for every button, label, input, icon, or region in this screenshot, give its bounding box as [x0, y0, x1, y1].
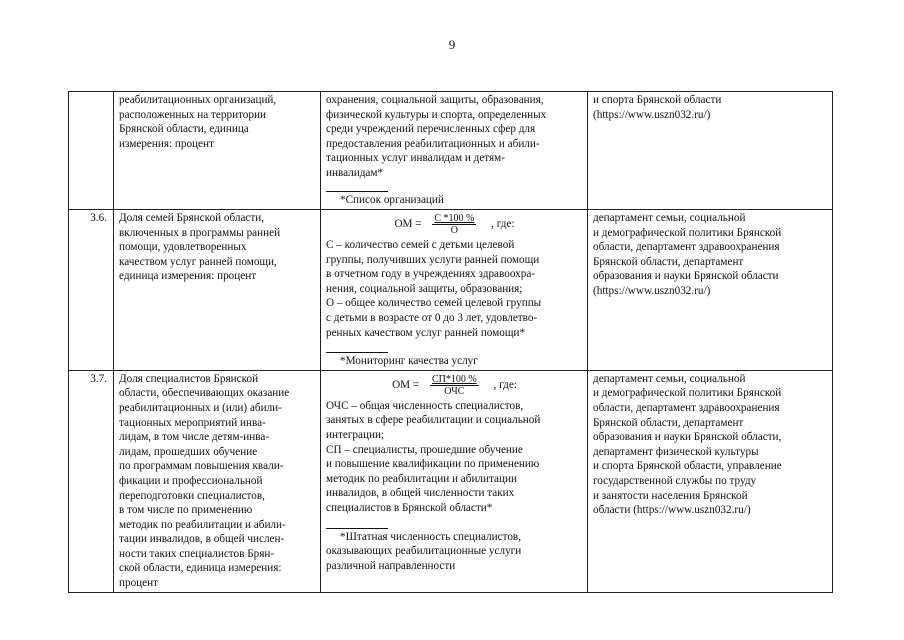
table-row: [69, 92, 833, 210]
method-cell: ОМ = $\frac{СП*100 \%}{\text{ОЧС}}$ , где: ОЧС – общая численность специалистов, занятых в сфере реабилитации и социальной интеграции; СП – специалисты, прошедшие обучение и повышение квалификации по применению методик по реабилитации и абилитации инвалидов, в общей численности таких специалистов в Брянской области* *Штатная численность специалистов, оказывающих реабилитационные услуги различной направленности: [321, 370, 588, 592]
row-number: 3.6.: [69, 210, 114, 371]
footnote: *Список организаций: [340, 193, 444, 206]
table-row: [69, 210, 833, 371]
indicator-cell: реабилитационных организаций, расположенных на территории Брянской области, единица измерения: процент: [114, 92, 321, 210]
table-row: [69, 370, 833, 592]
formula-numerator: С *100 %: [434, 213, 475, 224]
indicator-cell: Доля семей Брянской области, включенных в программы ранней помощи, удовлетворенных качеством услуг ранней помощи, единица измерения: процент: [114, 210, 321, 371]
row-number: [69, 92, 114, 210]
source-cell: департамент семьи, социальной и демографической политики Брянской области, департамент здравоохранения Брянской области, департамент образования и науки Брянской области (https://www.uszn032.ru/): [588, 210, 833, 371]
indicators-table: [68, 91, 833, 593]
page-number: 9: [448, 37, 456, 52]
source-cell: и спорта Брянской области (https://www.uszn032.ru/): [588, 92, 833, 210]
footnote-rule: [326, 352, 388, 353]
footnote: *Мониторинг качества услуг: [340, 355, 478, 368]
formula: ОМ = $\frac{С *100 \%}{О}$ , где:: [394, 213, 515, 236]
footnote-rule: [326, 191, 388, 192]
formula-denominator: О: [450, 225, 458, 236]
footnote: *Штатная численность специалистов,: [340, 530, 521, 543]
source-cell: департамент семьи, социальной и демографической политики Брянской области, департамент здравоохранения Брянской области, департамент образования и науки Брянской области, департамент физической культуры и спорта Брянской области, управление государственной службы по труду и занятости населения Брянской области (https://www.uszn032.ru/): [588, 370, 833, 592]
formula-denominator: ОЧС: [444, 385, 465, 397]
indicator-cell: Доля специалистов Брянской области, обеспечивающих оказание реабилитационных и (или) абили- тационных мероприятий инва- лидам, в том числе детям-инва- лидам, прошедших обучение по программам повышения квали- фикации и профессиональной переподготовки специалистов, в том числе по применению методик по реабилитации и абили- тации инвалидов, в общей числен- ности таких специалистов Брян- ской области, единица измерения: процент: [114, 370, 321, 592]
footnote: оказывающих реабилитационные услуги: [326, 545, 522, 558]
formula: ОМ = $\frac{СП*100 \%}{\text{ОЧС}}$ , где:: [392, 373, 517, 397]
footnote-rule: [326, 528, 388, 529]
footnote: различной направленности: [326, 559, 456, 572]
method-cell: охранения, социальной защиты, образования, физической культуры и спорта, определенных среди учреждений перечисленных сфер для предоставления реабилитационных и абили- тационных услуг инвалидам и детям- инвалидам* *Список организаций: [321, 92, 588, 210]
formula-numerator: СП*100 %: [432, 373, 477, 385]
method-cell: ОМ = $\frac{С *100 \%}{О}$ , где: С – количество семей с детьми целевой группы, получивших услуги ранней помощи в отчетном году в учреждениях здравоохра- нения, социальной защиты, образования; О – общее количество семей целевой группы с детьми в возрасте от 0 до 3 лет, удовлетво- ренных качеством услуг ранней помощи* *Мониторинг качества услуг: [321, 210, 588, 371]
row-number: 3.7.: [69, 370, 114, 592]
